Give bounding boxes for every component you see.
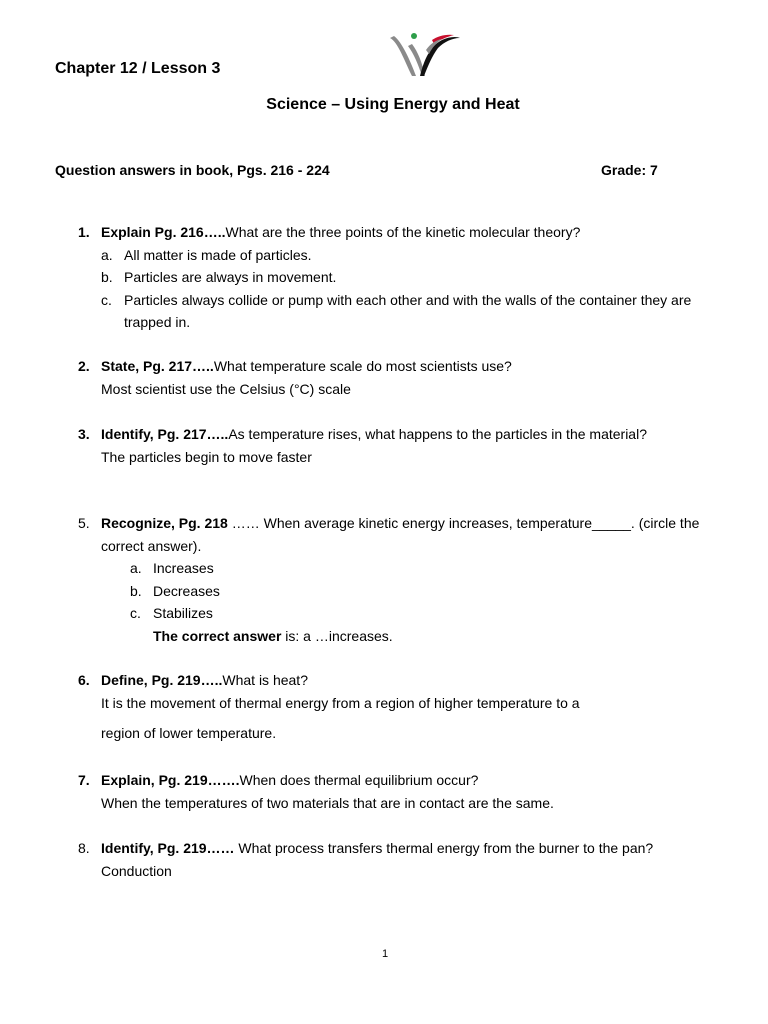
question-number: 7. bbox=[78, 772, 90, 788]
answer-option: c. Stabilizes bbox=[130, 605, 213, 621]
question-prompt-label: Identify, Pg. 219…… bbox=[101, 840, 235, 856]
question-prompt: As temperature rises, what happens to the particles in the material? bbox=[228, 426, 647, 442]
question-prompt-label: Explain Pg. 216….. bbox=[101, 224, 226, 240]
correct-answer-label: The correct answer bbox=[153, 627, 282, 644]
answer-option: b. Decreases bbox=[130, 582, 220, 599]
question-prompt: What temperature scale do most scientists use? bbox=[213, 358, 512, 374]
question-answer: Conduction bbox=[101, 862, 172, 879]
answer-option: c. Particles always collide or pump with each other and with the walls of the container they are trapped in. bbox=[101, 291, 692, 330]
question-answer: The particles begin to move faster bbox=[101, 448, 312, 465]
question-2 bbox=[0, 355, 768, 400]
question-prompt-label: State, Pg. 217….. bbox=[101, 358, 214, 374]
book-pages-info: Question answers in book, Pgs. 216 - 224 bbox=[55, 162, 330, 178]
question-answer: Most scientist use the Celsius (°C) scale bbox=[101, 380, 351, 397]
correct-answer-text: is: a …increases. bbox=[281, 627, 393, 644]
answer-option: a. All matter is made of particles. bbox=[101, 246, 312, 263]
answer-option: b. Particles are always in movement. bbox=[101, 269, 337, 285]
question-prompt-label: Explain, Pg. 219……. bbox=[101, 772, 240, 788]
question-8 bbox=[0, 837, 768, 882]
question-prompt: What are the three points of the kinetic molecular theory? bbox=[225, 224, 581, 240]
question-prompt: …… When average kinetic energy increases, temperature_____. (circle the correct answer). bbox=[101, 515, 700, 554]
question-3 bbox=[0, 423, 768, 468]
page-title: Science – Using Energy and Heat bbox=[266, 96, 520, 113]
chapter-heading: Chapter 12 / Lesson 3 bbox=[55, 60, 221, 77]
question-number: 5. bbox=[78, 515, 90, 531]
question-prompt: When does thermal equilibrium occur? bbox=[239, 772, 479, 788]
page-number: 1 bbox=[381, 948, 389, 960]
question-number: 3. bbox=[78, 426, 90, 442]
question-prompt: What process transfers thermal energy from the burner to the pan? bbox=[234, 840, 654, 856]
question-number: 6. bbox=[78, 672, 90, 688]
question-prompt-label: Identify, Pg. 217….. bbox=[101, 426, 229, 442]
question-7 bbox=[0, 769, 768, 814]
question-prompt-label: Recognize, Pg. 218 bbox=[101, 515, 228, 531]
question-number: 8. bbox=[78, 840, 90, 856]
correct-answer bbox=[0, 625, 768, 648]
stylized-w-logo-icon bbox=[386, 30, 462, 80]
grade-info: Grade: 7 bbox=[601, 162, 658, 178]
question-answer: When the temperatures of two materials that are in contact are the same. bbox=[101, 794, 554, 811]
question-prompt: What is heat? bbox=[222, 672, 308, 688]
question-number: 2. bbox=[78, 358, 90, 374]
question-number: 1. bbox=[78, 224, 90, 240]
question-answer: It is the movement of thermal energy from a region of higher temperature to a bbox=[101, 694, 580, 711]
question-1 bbox=[0, 221, 768, 334]
question-6 bbox=[0, 669, 768, 745]
question-prompt-label: Define, Pg. 219….. bbox=[101, 672, 223, 688]
question-5 bbox=[0, 512, 768, 647]
answer-option: a. Increases bbox=[130, 560, 214, 576]
question-answer: region of lower temperature. bbox=[101, 725, 277, 741]
